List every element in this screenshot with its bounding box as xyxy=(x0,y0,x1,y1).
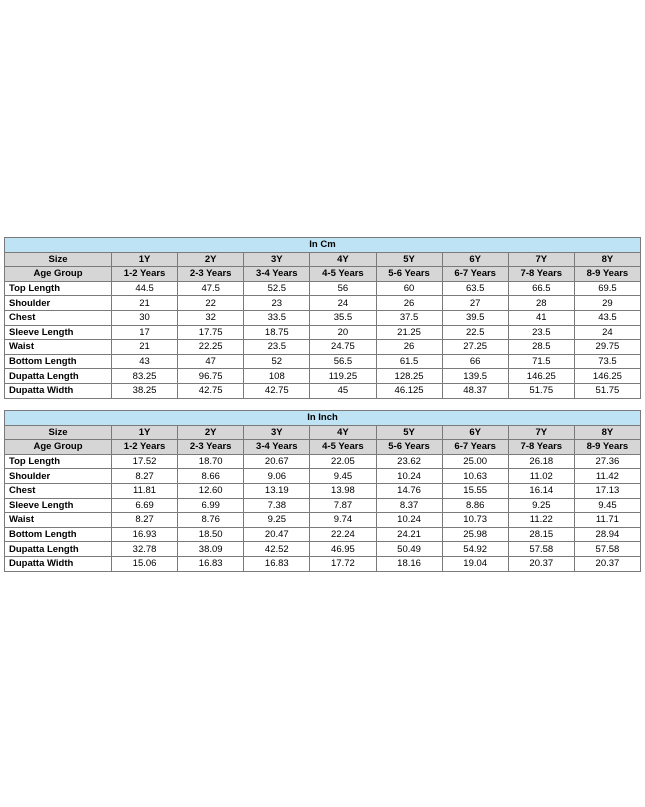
size-header-cell: 6Y xyxy=(442,425,508,440)
measurement-value: 22.24 xyxy=(310,527,376,542)
measurement-value: 28 xyxy=(508,296,574,311)
measurement-value: 66.5 xyxy=(508,281,574,296)
measurement-value: 42.75 xyxy=(244,383,310,398)
measurement-label: Bottom Length xyxy=(5,527,112,542)
measurement-value: 22.05 xyxy=(310,454,376,469)
measurement-label: Dupatta Width xyxy=(5,556,112,571)
measurement-value: 61.5 xyxy=(376,354,442,369)
age-group-row xyxy=(5,267,641,282)
size-header-cell: 8Y xyxy=(574,252,640,267)
measurement-value: 8.66 xyxy=(178,469,244,484)
measurement-value: 26.18 xyxy=(508,454,574,469)
measurement-value: 83.25 xyxy=(112,369,178,384)
measurement-label: Shoulder xyxy=(5,469,112,484)
age-group-cell: 2-3 Years xyxy=(178,440,244,455)
measurement-label: Chest xyxy=(5,310,112,325)
measurement-value: 69.5 xyxy=(574,281,640,296)
size-header-cell: 2Y xyxy=(178,252,244,267)
measurement-value: 28.5 xyxy=(508,340,574,355)
measurement-value: 10.63 xyxy=(442,469,508,484)
measurement-value: 22.5 xyxy=(442,325,508,340)
measurement-value: 32 xyxy=(178,310,244,325)
measurement-value: 16.14 xyxy=(508,483,574,498)
measurement-value: 9.06 xyxy=(244,469,310,484)
table-row xyxy=(5,498,641,513)
measurement-value: 17.52 xyxy=(112,454,178,469)
measurement-value: 38.09 xyxy=(178,542,244,557)
measurement-value: 20.67 xyxy=(244,454,310,469)
table-row xyxy=(5,310,641,325)
measurement-value: 27.36 xyxy=(574,454,640,469)
table-title-row xyxy=(5,411,641,426)
measurement-value: 9.45 xyxy=(574,498,640,513)
table-row xyxy=(5,325,641,340)
measurement-label: Sleeve Length xyxy=(5,498,112,513)
measurement-value: 9.45 xyxy=(310,469,376,484)
measurement-value: 17.75 xyxy=(178,325,244,340)
measurement-value: 73.5 xyxy=(574,354,640,369)
measurement-value: 7.87 xyxy=(310,498,376,513)
measurement-value: 6.69 xyxy=(112,498,178,513)
table-row xyxy=(5,281,641,296)
age-group-cell: 3-4 Years xyxy=(244,267,310,282)
measurement-value: 8.37 xyxy=(376,498,442,513)
size-header-cell: 5Y xyxy=(376,425,442,440)
measurement-value: 10.24 xyxy=(376,469,442,484)
measurement-value: 56.5 xyxy=(310,354,376,369)
size-header-row xyxy=(5,425,641,440)
measurement-value: 24.75 xyxy=(310,340,376,355)
measurement-value: 50.49 xyxy=(376,542,442,557)
table-row xyxy=(5,483,641,498)
measurement-value: 17.13 xyxy=(574,483,640,498)
measurement-value: 96.75 xyxy=(178,369,244,384)
measurement-value: 27 xyxy=(442,296,508,311)
size-header-cell: 3Y xyxy=(244,425,310,440)
age-group-cell: 2-3 Years xyxy=(178,267,244,282)
table-row xyxy=(5,369,641,384)
table-title-row xyxy=(5,238,641,253)
age-group-label: Age Group xyxy=(5,267,112,282)
measurement-value: 56 xyxy=(310,281,376,296)
measurement-value: 15.06 xyxy=(112,556,178,571)
measurement-value: 35.5 xyxy=(310,310,376,325)
measurement-value: 16.93 xyxy=(112,527,178,542)
measurement-value: 38.25 xyxy=(112,383,178,398)
age-group-cell: 8-9 Years xyxy=(574,440,640,455)
measurement-value: 108 xyxy=(244,369,310,384)
measurement-value: 21 xyxy=(112,296,178,311)
measurement-value: 11.71 xyxy=(574,513,640,528)
measurement-value: 20.47 xyxy=(244,527,310,542)
measurement-value: 18.50 xyxy=(178,527,244,542)
age-group-cell: 8-9 Years xyxy=(574,267,640,282)
measurement-value: 46.95 xyxy=(310,542,376,557)
measurement-value: 46.125 xyxy=(376,383,442,398)
measurement-label: Dupatta Length xyxy=(5,369,112,384)
measurement-value: 27.25 xyxy=(442,340,508,355)
age-group-cell: 6-7 Years xyxy=(442,440,508,455)
measurement-value: 8.27 xyxy=(112,513,178,528)
size-header-row xyxy=(5,252,641,267)
measurement-value: 51.75 xyxy=(574,383,640,398)
measurement-value: 60 xyxy=(376,281,442,296)
measurement-value: 11.22 xyxy=(508,513,574,528)
measurement-value: 13.98 xyxy=(310,483,376,498)
measurement-value: 41 xyxy=(508,310,574,325)
measurement-value: 29 xyxy=(574,296,640,311)
measurement-value: 57.58 xyxy=(508,542,574,557)
measurement-value: 8.27 xyxy=(112,469,178,484)
age-group-row xyxy=(5,440,641,455)
measurement-value: 25.98 xyxy=(442,527,508,542)
measurement-value: 24 xyxy=(310,296,376,311)
measurement-value: 52 xyxy=(244,354,310,369)
measurement-value: 18.70 xyxy=(178,454,244,469)
size-header-label: Size xyxy=(5,252,112,267)
measurement-value: 14.76 xyxy=(376,483,442,498)
measurement-value: 24 xyxy=(574,325,640,340)
measurement-value: 11.81 xyxy=(112,483,178,498)
measurement-value: 146.25 xyxy=(574,369,640,384)
size-header-cell: 3Y xyxy=(244,252,310,267)
measurement-value: 47.5 xyxy=(178,281,244,296)
size-chart-cm-table xyxy=(4,237,641,399)
table-row xyxy=(5,454,641,469)
measurement-value: 8.76 xyxy=(178,513,244,528)
measurement-value: 17 xyxy=(112,325,178,340)
measurement-value: 32.78 xyxy=(112,542,178,557)
measurement-value: 15.55 xyxy=(442,483,508,498)
table-row xyxy=(5,513,641,528)
table-row xyxy=(5,542,641,557)
measurement-value: 52.5 xyxy=(244,281,310,296)
measurement-value: 7.38 xyxy=(244,498,310,513)
measurement-value: 22.25 xyxy=(178,340,244,355)
size-header-label: Size xyxy=(5,425,112,440)
measurement-label: Dupatta Length xyxy=(5,542,112,557)
measurement-value: 119.25 xyxy=(310,369,376,384)
age-group-cell: 1-2 Years xyxy=(112,440,178,455)
measurement-value: 45 xyxy=(310,383,376,398)
age-group-label: Age Group xyxy=(5,440,112,455)
measurement-value: 8.86 xyxy=(442,498,508,513)
measurement-label: Top Length xyxy=(5,454,112,469)
age-group-cell: 5-6 Years xyxy=(376,267,442,282)
measurement-value: 48.37 xyxy=(442,383,508,398)
measurement-value: 39.5 xyxy=(442,310,508,325)
measurement-value: 33.5 xyxy=(244,310,310,325)
measurement-value: 28.15 xyxy=(508,527,574,542)
size-chart-inch-table xyxy=(4,410,641,572)
measurement-value: 139.5 xyxy=(442,369,508,384)
measurement-value: 20 xyxy=(310,325,376,340)
measurement-value: 21.25 xyxy=(376,325,442,340)
measurement-value: 10.73 xyxy=(442,513,508,528)
size-header-cell: 6Y xyxy=(442,252,508,267)
age-group-cell: 1-2 Years xyxy=(112,267,178,282)
measurement-value: 30 xyxy=(112,310,178,325)
age-group-cell: 3-4 Years xyxy=(244,440,310,455)
measurement-value: 19.04 xyxy=(442,556,508,571)
measurement-label: Sleeve Length xyxy=(5,325,112,340)
measurement-label: Chest xyxy=(5,483,112,498)
measurement-value: 71.5 xyxy=(508,354,574,369)
measurement-label: Top Length xyxy=(5,281,112,296)
measurement-value: 25.00 xyxy=(442,454,508,469)
age-group-cell: 6-7 Years xyxy=(442,267,508,282)
table-row xyxy=(5,354,641,369)
measurement-value: 20.37 xyxy=(574,556,640,571)
measurement-value: 43.5 xyxy=(574,310,640,325)
age-group-cell: 7-8 Years xyxy=(508,267,574,282)
size-header-cell: 7Y xyxy=(508,425,574,440)
measurement-value: 18.16 xyxy=(376,556,442,571)
measurement-value: 42.75 xyxy=(178,383,244,398)
measurement-label: Dupatta Width xyxy=(5,383,112,398)
measurement-label: Waist xyxy=(5,513,112,528)
measurement-value: 37.5 xyxy=(376,310,442,325)
size-header-cell: 4Y xyxy=(310,425,376,440)
measurement-value: 24.21 xyxy=(376,527,442,542)
size-header-cell: 7Y xyxy=(508,252,574,267)
measurement-value: 11.02 xyxy=(508,469,574,484)
measurement-value: 43 xyxy=(112,354,178,369)
measurement-value: 11.42 xyxy=(574,469,640,484)
measurement-value: 6.99 xyxy=(178,498,244,513)
size-header-cell: 8Y xyxy=(574,425,640,440)
measurement-value: 23 xyxy=(244,296,310,311)
table-row xyxy=(5,296,641,311)
table-row xyxy=(5,469,641,484)
measurement-value: 128.25 xyxy=(376,369,442,384)
measurement-value: 18.75 xyxy=(244,325,310,340)
measurement-value: 66 xyxy=(442,354,508,369)
age-group-cell: 5-6 Years xyxy=(376,440,442,455)
measurement-value: 54.92 xyxy=(442,542,508,557)
measurement-value: 51.75 xyxy=(508,383,574,398)
measurement-value: 26 xyxy=(376,340,442,355)
measurement-value: 12.60 xyxy=(178,483,244,498)
age-group-cell: 4-5 Years xyxy=(310,440,376,455)
table-row xyxy=(5,527,641,542)
measurement-value: 17.72 xyxy=(310,556,376,571)
measurement-value: 146.25 xyxy=(508,369,574,384)
measurement-value: 10.24 xyxy=(376,513,442,528)
measurement-value: 9.74 xyxy=(310,513,376,528)
measurement-value: 57.58 xyxy=(574,542,640,557)
age-group-cell: 4-5 Years xyxy=(310,267,376,282)
table-row xyxy=(5,340,641,355)
measurement-value: 44.5 xyxy=(112,281,178,296)
measurement-value: 23.5 xyxy=(508,325,574,340)
size-header-cell: 1Y xyxy=(112,252,178,267)
size-header-cell: 4Y xyxy=(310,252,376,267)
measurement-value: 16.83 xyxy=(178,556,244,571)
measurement-value: 23.62 xyxy=(376,454,442,469)
measurement-value: 28.94 xyxy=(574,527,640,542)
age-group-cell: 7-8 Years xyxy=(508,440,574,455)
table-row xyxy=(5,556,641,571)
size-header-cell: 2Y xyxy=(178,425,244,440)
measurement-value: 42.52 xyxy=(244,542,310,557)
measurement-value: 26 xyxy=(376,296,442,311)
measurement-value: 22 xyxy=(178,296,244,311)
size-header-cell: 1Y xyxy=(112,425,178,440)
measurement-label: Shoulder xyxy=(5,296,112,311)
measurement-value: 23.5 xyxy=(244,340,310,355)
measurement-value: 16.83 xyxy=(244,556,310,571)
measurement-value: 21 xyxy=(112,340,178,355)
measurement-label: Waist xyxy=(5,340,112,355)
table-row xyxy=(5,383,641,398)
table-title: In Inch xyxy=(5,411,641,426)
measurement-value: 13.19 xyxy=(244,483,310,498)
measurement-value: 9.25 xyxy=(244,513,310,528)
measurement-value: 29.75 xyxy=(574,340,640,355)
table-title: In Cm xyxy=(5,238,641,253)
measurement-label: Bottom Length xyxy=(5,354,112,369)
measurement-value: 63.5 xyxy=(442,281,508,296)
measurement-value: 20.37 xyxy=(508,556,574,571)
size-header-cell: 5Y xyxy=(376,252,442,267)
measurement-value: 47 xyxy=(178,354,244,369)
measurement-value: 9.25 xyxy=(508,498,574,513)
